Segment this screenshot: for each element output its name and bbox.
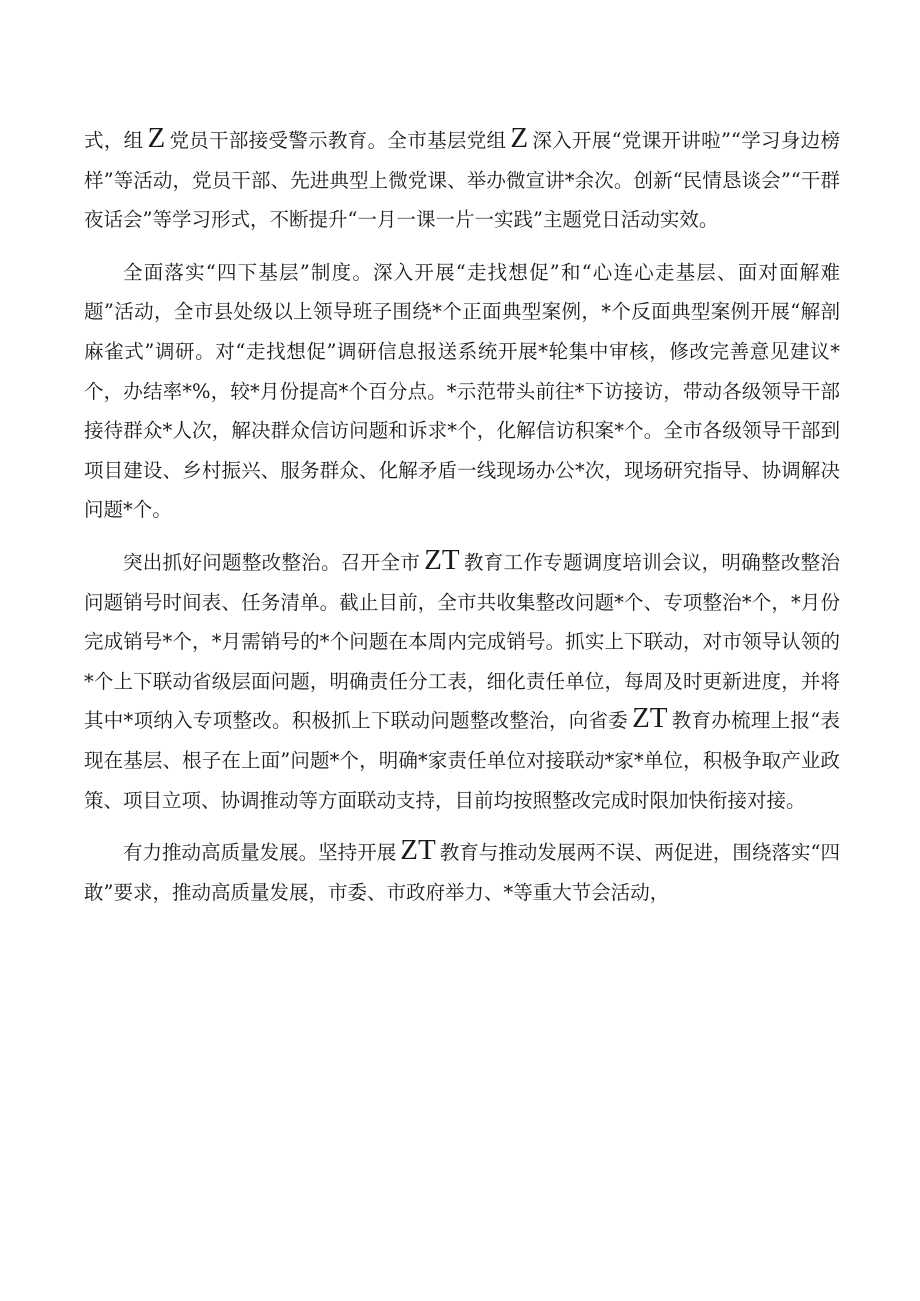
paragraph-2 <box>84 253 840 530</box>
text-segment: 教育办梳理上报“表现在基层、根子在上面”问题*个，明确*家责任单位对接联动*家*单位，积极争取产业政策、项目立项、协调推动等方面联动支持，目前均按照整改完成时限加快衔接对接。 <box>84 709 840 812</box>
text-segment: 教育与推动发展两不误、两促进，围绕落实“四敢”要求，推动高质量发展，市委、市政府举力、*等重大节会活动， <box>84 841 840 904</box>
text-segment: 党员干部接受警示教育。全市基层党组 <box>169 129 507 152</box>
text-segment: 全面落实“四下基层”制度。深入开展“走找想促”和“心连心走基层、面对面解难题”活动，全市县处级以上领导班子围绕*个正面典型案例，*个反面典型案例开展“解剖麻雀式”调研。对“走找想促”调研信息报送系统开展*轮集中审核，修改完善意见建议*个，办结率*%，较*月份提高*个百分点。*示范带头前往*下访接访，带动各级领导干部接待群众*人次，解决群众信访问题和诉求*个，化解信访积案*个。全市各级领导干部到项目建设、乡村振兴、服务群众、化解矛盾一线现场办公*次，现场研究指导、协调解决问题*个。 <box>84 260 840 522</box>
text-segment-large: Z <box>147 122 166 154</box>
text-segment: 突出抓好问题整改整治。召开全市 <box>123 550 421 574</box>
paragraph-3 <box>84 543 840 820</box>
text-segment-large: Z <box>510 122 529 154</box>
paragraph-1 <box>84 121 840 240</box>
text-segment: 教育工作专题调度培训会议，明确整改整治问题销号时间表、任务清单。截止目前，全市共收集整改问题*个、专项整治*个，*月份完成销号*个，*月需销号的*个问题在本周内完成销号。抓实上下联动，对市领导认领的*个上下联动省级层面问题，明确责任分工表，细化责任单位，每周及时更新进度，并将其中*项纳入专项整改。积极抓上下联动问题整改整治，向省委 <box>84 550 840 733</box>
text-segment-large: ZT <box>632 702 668 735</box>
text-segment-large: ZT <box>424 543 460 576</box>
text-segment: 深入开展“党课开讲啦”“学习身边榜样”等活动，党员干部、先进典型上微党课、举办微宣讲*余次。创新“民情恳谈会”“干群夜话会”等学习形式，不断提升“一月一课一片一实践”主题党日活动实效。 <box>84 129 840 232</box>
document-body <box>84 121 840 925</box>
text-segment: 式，组 <box>84 129 144 152</box>
paragraph-4 <box>84 833 840 912</box>
text-segment: 有力推动高质量发展。坚持开展 <box>123 841 397 865</box>
text-segment-large: ZT <box>400 834 436 867</box>
